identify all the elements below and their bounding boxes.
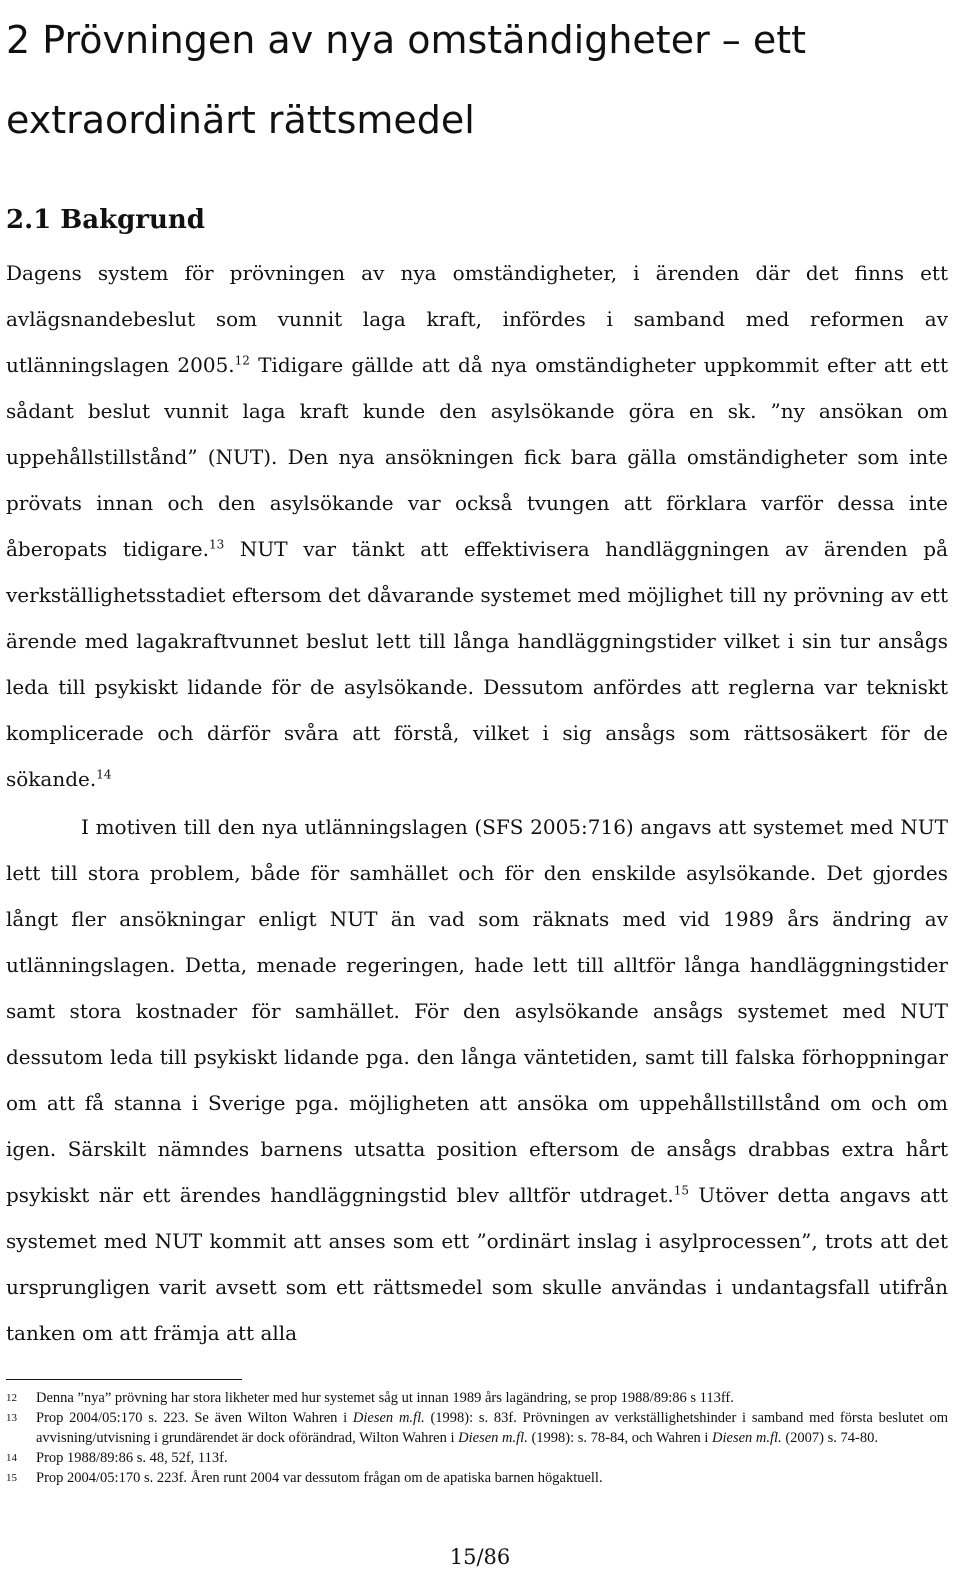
footnote-12 bbox=[6, 1388, 948, 1408]
paragraph-text: Utöver detta angavs att systemet med NUT kommit att anses som ett ”ordinärt inslag i asylprocessen”, trots att det ursprungligen varit avsett som ett rättsmedel som skulle användas i undantagsfall utifrån tanken om att främja att alla bbox=[6, 1183, 948, 1345]
footnote-separator bbox=[6, 1379, 242, 1380]
footnote-13 bbox=[6, 1408, 948, 1448]
body-paragraph-1 bbox=[6, 250, 948, 802]
footnote-text-part: (1998): s. 78-84, och Wahren i bbox=[527, 1430, 713, 1446]
citation-italic: Diesen m.fl. bbox=[712, 1430, 782, 1446]
paragraph-text: NUT var tänkt att effektivisera handläggningen av ärenden på verkställighetsstadiet eftersom det dåvarande systemet med möjlighet till ny prövning av ett ärende med lagakraftvunnet beslut lett till långa handläggningstider vilket i sin tur ansågs leda till psykiskt lidande för de asylsökande. Dessutom anfördes att reglerna var tekniskt komplicerade och därför svåra att förstå, vilket i sig ansågs som rättsosäkert för de sökande. bbox=[6, 537, 948, 791]
footnote-text-part: Prop 2004/05:170 s. 223. Se även Wilton Wahren i bbox=[36, 1410, 353, 1426]
footnote-text: Prop 1988/89:86 s. 48, 52f, 113f. bbox=[36, 1450, 228, 1466]
footnote-ref-13: 13 bbox=[208, 537, 225, 552]
footnote-text-part: (2007) s. 74-80. bbox=[781, 1430, 878, 1446]
footnote-text: Prop 2004/05:170 s. 223f. Åren runt 2004 var dessutom frågan om de apatiska barnen högaktuell. bbox=[36, 1470, 603, 1486]
footnote-15 bbox=[6, 1468, 948, 1488]
footnote-text: Denna ”nya” prövning har stora likheter med hur systemet såg ut innan 1989 års lagändring, se prop 1988/89:86 s 113ff. bbox=[36, 1390, 734, 1406]
citation-italic: Diesen m.fl. bbox=[458, 1430, 528, 1446]
footnote-text bbox=[36, 1408, 948, 1448]
footnote-14 bbox=[6, 1448, 948, 1468]
paragraph-text: Dagens system för prövningen av nya omständigheter, i ärenden där det finns ett avlägsnandebeslut som vunnit laga kraft, infördes i samband med reformen av utlänningslagen 2005. bbox=[6, 261, 948, 377]
footnote-ref-15: 15 bbox=[673, 1183, 690, 1198]
citation-italic: Diesen m.fl. bbox=[352, 1410, 425, 1426]
body-paragraph-2 bbox=[6, 804, 948, 1356]
paragraph-text: Tidigare gällde att då nya omständigheter uppkommit efter att ett sådant beslut vunnit laga kraft kunde den asylsökande göra en sk. ”ny ansökan om uppehållstillstånd” (NUT). Den nya ansökningen fick bara gälla omständigheter som inte prövats innan och den asylsökande var också tvungen att förklara varför dessa inte åberopats tidigare. bbox=[6, 353, 948, 561]
chapter-title: 2 Prövningen av nya omständigheter – ett extraordinärt rättsmedel bbox=[6, 18, 807, 142]
footnote-number: 15 bbox=[6, 1472, 17, 1484]
footnote-ref-12: 12 bbox=[234, 353, 250, 368]
page-number: 15/86 bbox=[449, 1545, 511, 1569]
footnote-number: 12 bbox=[6, 1392, 17, 1404]
footnote-text-part: (1998): s. 83f. Prövningen av verkställighetshinder i samband med första beslutet om avvisning/utvisning i grundärendet är dock oförändrad, Wilton Wahren i bbox=[36, 1410, 948, 1446]
footnote-number: 14 bbox=[6, 1452, 17, 1464]
footnotes bbox=[6, 1388, 948, 1488]
section-title: 2.1 Bakgrund bbox=[6, 205, 205, 235]
footnote-ref-14: 14 bbox=[96, 767, 112, 782]
footnote-number: 13 bbox=[6, 1412, 17, 1424]
paragraph-text: I motiven till den nya utlänningslagen (SFS 2005:716) angavs att systemet med NUT lett till stora problem, både för samhället och för den enskilde asylsökande. Det gjordes långt fler ansökningar enligt NUT än vad som räknats med vid 1989 års ändring av utlänningslagen. Detta, menade regeringen, hade lett till alltför långa handläggningstider samt stora kostnader för samhället. För den asylsökande ansågs systemet med NUT dessutom leda till psykiskt lidande pga. den långa väntetiden, samt till falska förhoppningar om att få stanna i Sverige pga. möjligheten att ansöka om uppehållstillstånd om och om igen. Särskilt nämndes barnens utsatta position eftersom de ansågs drabbas extra hårt psykiskt när ett ärendes handläggningstid blev alltför utdraget. bbox=[6, 815, 948, 1207]
